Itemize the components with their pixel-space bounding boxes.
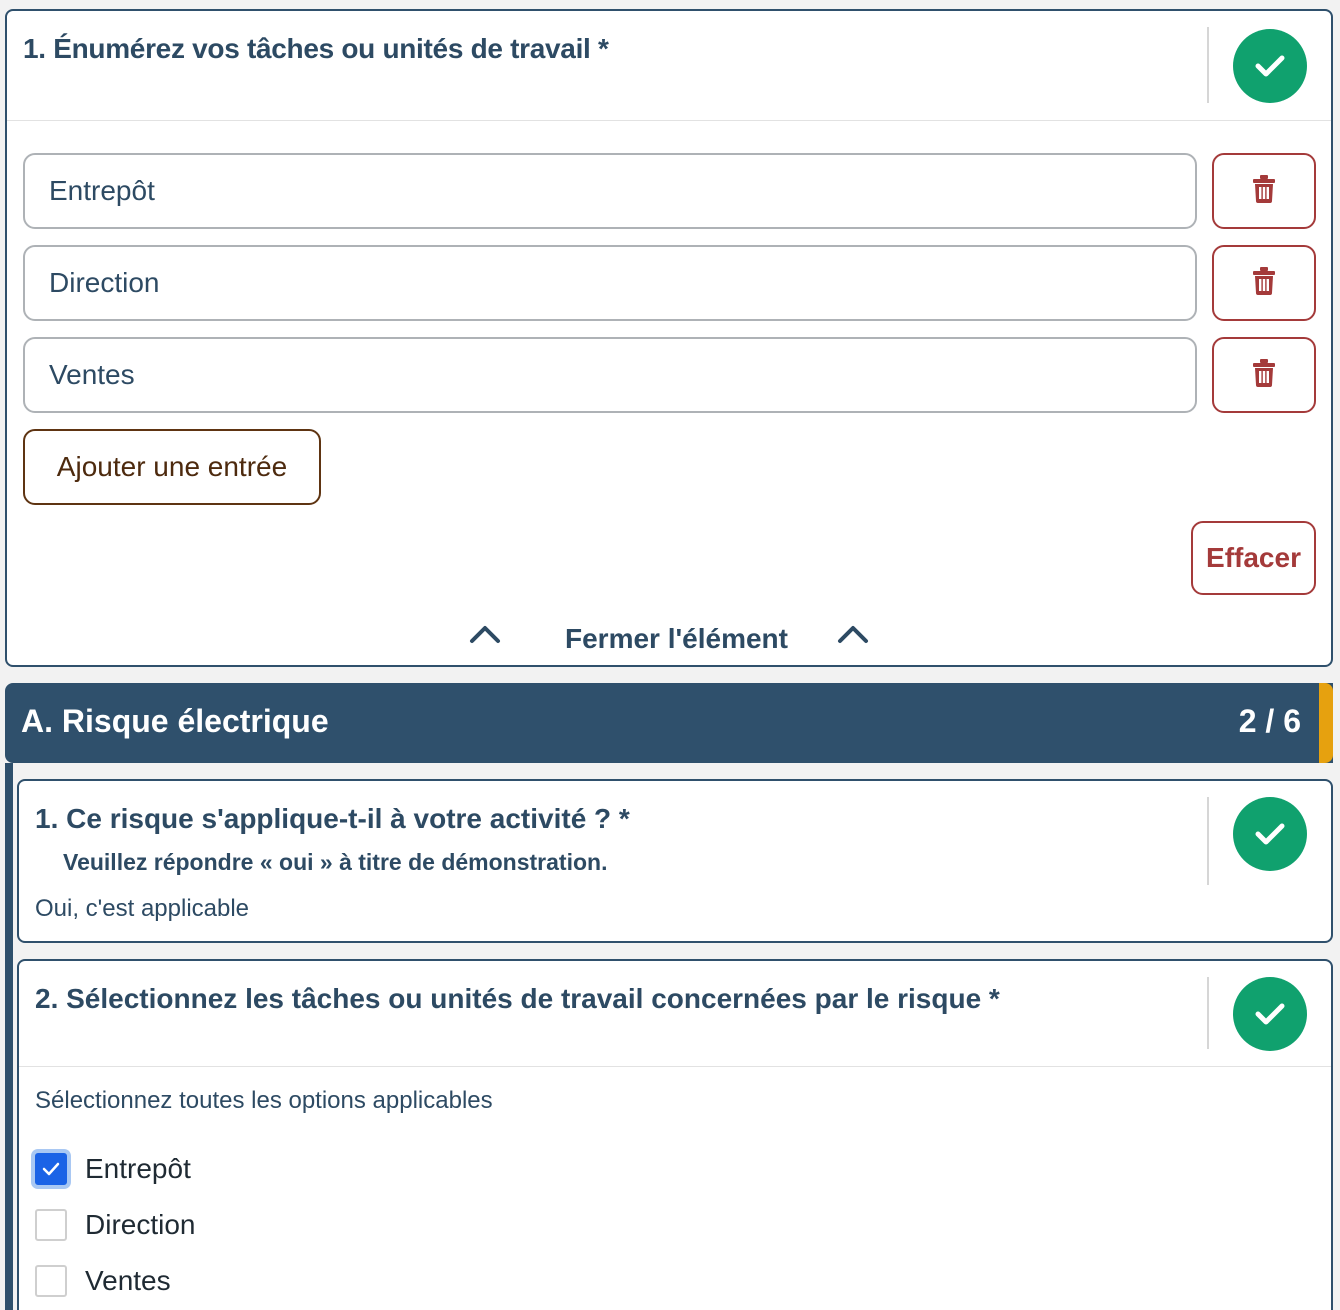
delete-entry-button[interactable] — [1212, 337, 1316, 413]
question-header — [7, 11, 1331, 121]
chevron-up-icon — [837, 623, 869, 650]
header-divider — [1207, 27, 1209, 103]
question-hint: Veuillez répondre « oui » à titre de démonstration. — [63, 849, 608, 875]
question-card-applicable — [17, 779, 1333, 943]
option-ventes[interactable] — [35, 1261, 171, 1301]
section-title: A. Risque électrique — [21, 703, 329, 739]
task-entry-input[interactable]: Direction — [23, 245, 1197, 321]
close-element-label: Fermer l'élément — [565, 623, 788, 654]
option-direction[interactable] — [35, 1205, 195, 1245]
checkmark-icon — [42, 1162, 60, 1176]
task-entry-input[interactable]: Entrepôt — [23, 153, 1197, 229]
trash-icon — [1252, 359, 1276, 392]
question-header — [19, 961, 1331, 1067]
trash-icon — [1252, 175, 1276, 208]
delete-entry-button[interactable] — [1212, 245, 1316, 321]
header-divider — [1207, 797, 1209, 885]
add-entry-button[interactable]: Ajouter une entrée — [23, 429, 321, 505]
completed-check-icon — [1233, 977, 1307, 1051]
option-label: Entrepôt — [85, 1153, 191, 1184]
section-header[interactable] — [5, 683, 1333, 763]
question-card-tasks — [5, 9, 1333, 667]
section-side-bar — [5, 763, 13, 1310]
section-status-accent — [1319, 683, 1333, 763]
option-entrepot[interactable] — [35, 1149, 191, 1189]
option-label: Direction — [85, 1209, 196, 1240]
chevron-up-icon — [469, 623, 501, 650]
completed-check-icon — [1233, 29, 1307, 103]
section-progress: 2 / 6 — [1238, 703, 1301, 739]
checkbox[interactable] — [35, 1265, 67, 1297]
checkbox-checked[interactable] — [35, 1153, 67, 1185]
clear-button[interactable]: Effacer — [1191, 521, 1316, 595]
checkbox[interactable] — [35, 1209, 67, 1241]
question-hint: Sélectionnez toutes les options applicables — [35, 1087, 493, 1114]
delete-entry-button[interactable] — [1212, 153, 1316, 229]
header-divider — [1207, 977, 1209, 1049]
trash-icon — [1252, 267, 1276, 300]
question-title: 2. Sélectionnez les tâches ou unités de travail concernées par le risque * — [35, 983, 1000, 1014]
question-title: 1. Énumérez vos tâches ou unités de travail * — [23, 33, 609, 64]
task-entry-input[interactable]: Ventes — [23, 337, 1197, 413]
option-label: Ventes — [85, 1265, 171, 1296]
question-answer: Oui, c'est applicable — [35, 895, 250, 922]
close-element-toggle[interactable] — [7, 617, 1331, 661]
question-title: 1. Ce risque s'applique-t-il à votre activité ? * — [35, 803, 630, 834]
completed-check-icon — [1233, 797, 1307, 871]
question-card-select-tasks — [17, 959, 1333, 1310]
